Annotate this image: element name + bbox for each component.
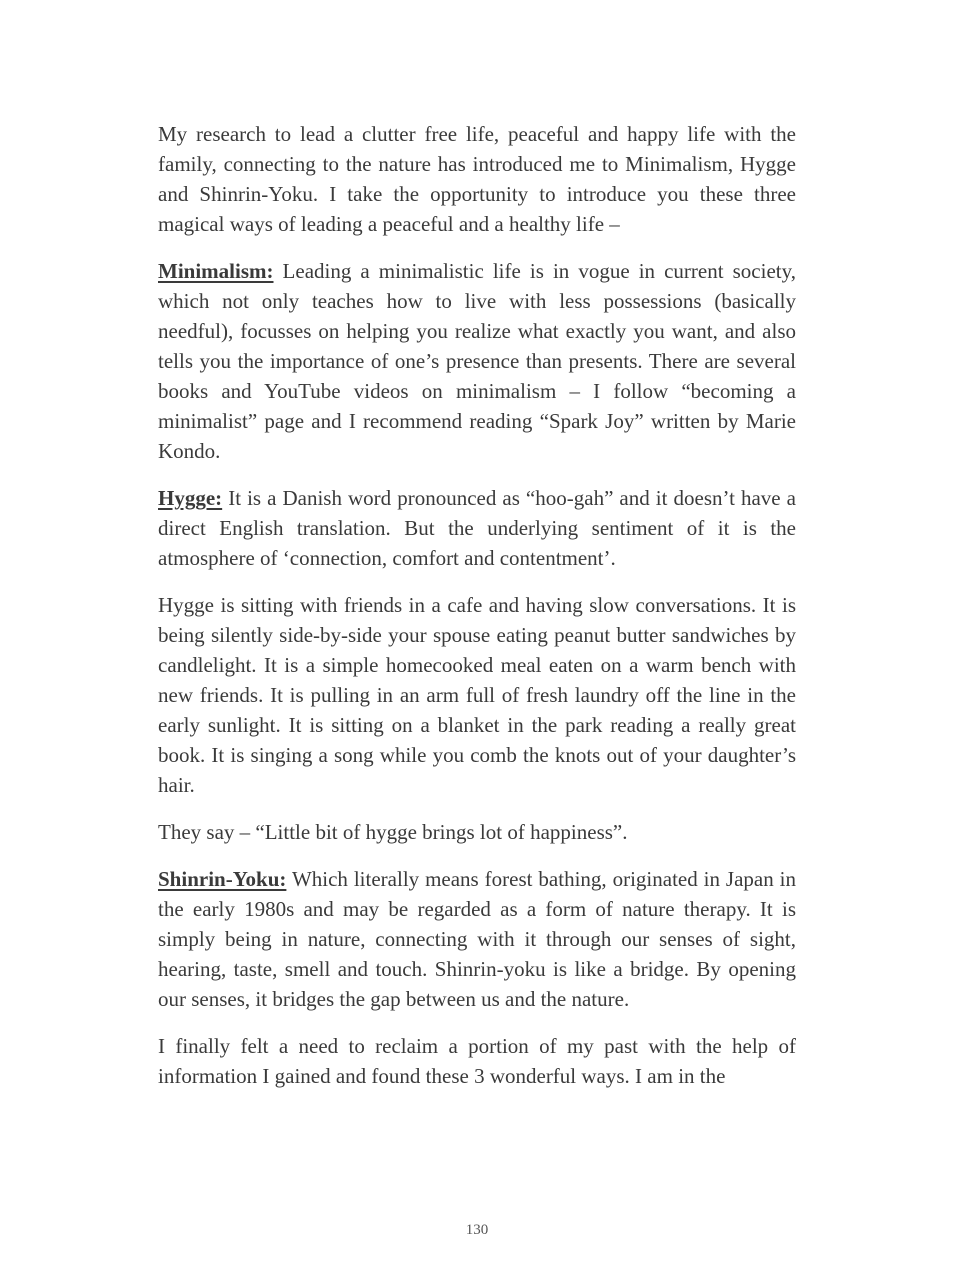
paragraph-hygge-quote	[158, 817, 796, 847]
paragraph-conclusion	[158, 1031, 796, 1091]
paragraph-text: Which literally means forest bathing, originated in Japan in the early 1980s and may be regarded as a form of nature therapy. It is simply being in nature, connecting with it through our senses of sight, hearing, taste, smell and touch. Shinrin-yoku is like a bridge. By opening our senses, it bridges the gap between us and the nature.	[158, 867, 796, 1011]
section-heading-shinrin-yoku: Shinrin-Yoku:	[158, 867, 287, 891]
body-text	[158, 119, 796, 1108]
paragraph-text: They say – “Little bit of hygge brings lot of happiness”.	[158, 820, 628, 844]
paragraph-text: Leading a minimalistic life is in vogue in current society, which not only teaches how to live with less possessions (basically needful), focusses on helping you realize what exactly you want, and also tells you the importance of one’s presence than presents. There are several books and YouTube videos on minimalism – I follow “becoming a minimalist” page and I recommend reading “Spark Joy” written by Marie Kondo.	[158, 259, 796, 463]
paragraph-text: It is a Danish word pronounced as “hoo-gah” and it doesn’t have a direct English translation. But the underlying sentiment of it is the atmosphere of ‘connection, comfort and contentment’.	[158, 486, 796, 570]
paragraph-hygge-description	[158, 590, 796, 800]
page-number: 130	[465, 1222, 489, 1238]
paragraph-intro	[158, 119, 796, 239]
paragraph-text: Hygge is sitting with friends in a cafe and having slow conversations. It is being silently side-by-side your spouse eating peanut butter sandwiches by candlelight. It is a simple homecooked meal eaten on a warm bench with new friends. It is pulling in an arm full of fresh laundry off the line in the early sunlight. It is sitting on a blanket in the park reading a really great book. It is singing a song while you comb the knots out of your daughter’s hair.	[158, 593, 796, 797]
paragraph-hygge	[158, 483, 796, 573]
paragraph-shinrin-yoku	[158, 864, 796, 1014]
section-heading-hygge: Hygge:	[158, 486, 223, 510]
section-heading-minimalism: Minimalism:	[158, 259, 274, 283]
paragraph-minimalism	[158, 256, 796, 466]
paragraph-text: My research to lead a clutter free life, peaceful and happy life with the family, connecting to the nature has introduced me to Minimalism, Hygge and Shinrin-Yoku. I take the opportunity to introduce you these three magical ways of leading a peaceful and a healthy life –	[158, 122, 796, 236]
paragraph-text: I finally felt a need to reclaim a portion of my past with the help of information I gained and found these 3 wonderful ways. I am in the	[158, 1034, 796, 1088]
